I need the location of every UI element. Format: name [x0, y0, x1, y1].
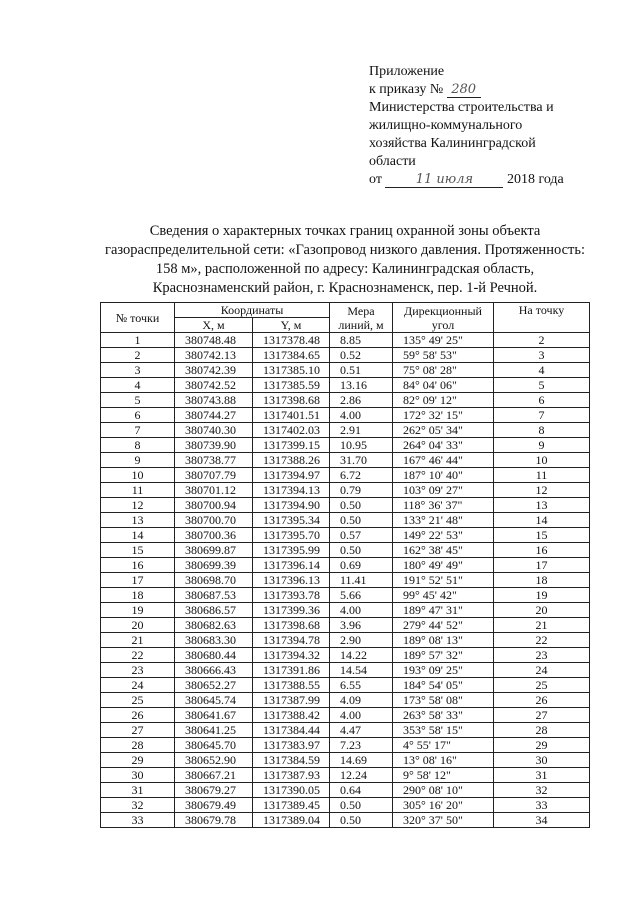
- measure-cell: 14.54: [330, 663, 393, 678]
- to-point-cell: 23: [494, 648, 590, 663]
- table-row: [101, 663, 590, 678]
- x-cell: 380742.39: [175, 363, 253, 378]
- table-row: [101, 528, 590, 543]
- measure-cell: 2.86: [330, 393, 393, 408]
- point-cell: 32: [101, 798, 175, 813]
- y-cell: 1317398.68: [253, 393, 330, 408]
- direction-cell: 103° 09' 27": [393, 483, 494, 498]
- header-direction: [393, 303, 494, 333]
- measure-cell: 4.00: [330, 603, 393, 618]
- point-cell: 24: [101, 678, 175, 693]
- title-line-2: газораспределительной сети: «Газопровод низкого давления. Протяженность:: [105, 242, 585, 258]
- x-cell: 380744.27: [175, 408, 253, 423]
- measure-cell: 14.69: [330, 753, 393, 768]
- x-cell: 380698.70: [175, 573, 253, 588]
- table-row: [101, 513, 590, 528]
- table-row: [101, 753, 590, 768]
- to-point-cell: 2: [494, 333, 590, 348]
- point-cell: 28: [101, 738, 175, 753]
- table-row: [101, 603, 590, 618]
- point-cell: 29: [101, 753, 175, 768]
- y-cell: 1317384.44: [253, 723, 330, 738]
- y-cell: 1317394.13: [253, 483, 330, 498]
- to-point-cell: 22: [494, 633, 590, 648]
- x-cell: 380742.52: [175, 378, 253, 393]
- y-cell: 1317378.48: [253, 333, 330, 348]
- appendix-heading: Приложение: [369, 64, 445, 79]
- coordinates-table: [100, 302, 590, 828]
- point-cell: 4: [101, 378, 175, 393]
- measure-cell: 2.90: [330, 633, 393, 648]
- direction-cell: 149° 22' 53": [393, 528, 494, 543]
- table-row: [101, 678, 590, 693]
- point-cell: 19: [101, 603, 175, 618]
- ministry-line-2: жилищно-коммунального: [369, 118, 523, 133]
- direction-cell: 162° 38' 45": [393, 543, 494, 558]
- to-point-cell: 17: [494, 558, 590, 573]
- y-cell: 1317385.10: [253, 363, 330, 378]
- point-cell: 27: [101, 723, 175, 738]
- y-cell: 1317391.86: [253, 663, 330, 678]
- to-point-cell: 6: [494, 393, 590, 408]
- to-point-cell: 21: [494, 618, 590, 633]
- y-cell: 1317394.90: [253, 498, 330, 513]
- to-point-cell: 15: [494, 528, 590, 543]
- measure-cell: 5.66: [330, 588, 393, 603]
- point-cell: 23: [101, 663, 175, 678]
- x-cell: 380742.13: [175, 348, 253, 363]
- ministry-line-1: Министерства строительства и: [369, 100, 554, 115]
- direction-cell: 59° 58' 53": [393, 348, 494, 363]
- direction-cell: 290° 08' 10": [393, 783, 494, 798]
- table-row: [101, 483, 590, 498]
- table-row: [101, 618, 590, 633]
- y-cell: 1317384.65: [253, 348, 330, 363]
- x-cell: 380743.88: [175, 393, 253, 408]
- y-cell: 1317399.15: [253, 438, 330, 453]
- order-line: [369, 81, 609, 99]
- point-cell: 30: [101, 768, 175, 783]
- to-point-cell: 18: [494, 573, 590, 588]
- order-prefix: к приказу №: [369, 82, 444, 97]
- direction-cell: 13° 08' 16": [393, 753, 494, 768]
- measure-cell: 3.96: [330, 618, 393, 633]
- to-point-cell: 5: [494, 378, 590, 393]
- header-direction-line2: угол: [431, 317, 455, 332]
- point-cell: 31: [101, 783, 175, 798]
- direction-cell: 279° 44' 52": [393, 618, 494, 633]
- table-row: [101, 498, 590, 513]
- table-row: [101, 588, 590, 603]
- to-point-cell: 20: [494, 603, 590, 618]
- to-point-cell: 13: [494, 498, 590, 513]
- table-row: [101, 723, 590, 738]
- table-row: [101, 738, 590, 753]
- point-cell: 8: [101, 438, 175, 453]
- x-cell: 380680.44: [175, 648, 253, 663]
- table-body: [101, 333, 590, 828]
- y-cell: 1317394.32: [253, 648, 330, 663]
- x-cell: 380699.39: [175, 558, 253, 573]
- table-row: [101, 708, 590, 723]
- x-cell: 380739.90: [175, 438, 253, 453]
- x-cell: 380645.70: [175, 738, 253, 753]
- direction-cell: 193° 09' 25": [393, 663, 494, 678]
- y-cell: 1317399.36: [253, 603, 330, 618]
- direction-cell: 191° 52' 51": [393, 573, 494, 588]
- to-point-cell: 12: [494, 483, 590, 498]
- table-row: [101, 378, 590, 393]
- document-title: [80, 222, 610, 298]
- date-prefix: от: [369, 172, 382, 187]
- header-to-point: На точку: [494, 303, 590, 333]
- direction-cell: 99° 45' 42": [393, 588, 494, 603]
- appendix-block: [369, 63, 609, 189]
- point-cell: 15: [101, 543, 175, 558]
- direction-cell: 75° 08' 28": [393, 363, 494, 378]
- direction-cell: 353° 58' 15": [393, 723, 494, 738]
- measure-cell: 4.00: [330, 408, 393, 423]
- to-point-cell: 4: [494, 363, 590, 378]
- y-cell: 1317402.03: [253, 423, 330, 438]
- point-cell: 18: [101, 588, 175, 603]
- x-cell: 380738.77: [175, 453, 253, 468]
- to-point-cell: 10: [494, 453, 590, 468]
- measure-cell: 0.50: [330, 498, 393, 513]
- to-point-cell: 16: [494, 543, 590, 558]
- x-cell: 380700.36: [175, 528, 253, 543]
- header-x: X, м: [175, 318, 253, 333]
- point-cell: 1: [101, 333, 175, 348]
- measure-cell: 4.47: [330, 723, 393, 738]
- date-suffix: 2018 года: [506, 172, 564, 187]
- measure-cell: 4.00: [330, 708, 393, 723]
- point-cell: 21: [101, 633, 175, 648]
- table-header: [101, 303, 590, 333]
- measure-cell: 10.95: [330, 438, 393, 453]
- header-coordinates: Координаты: [175, 303, 330, 318]
- table-row: [101, 693, 590, 708]
- direction-cell: 133° 21' 48": [393, 513, 494, 528]
- y-cell: 1317389.45: [253, 798, 330, 813]
- to-point-cell: 19: [494, 588, 590, 603]
- header-measure-line1: Мера: [347, 303, 375, 318]
- measure-cell: 0.52: [330, 348, 393, 363]
- table-row: [101, 768, 590, 783]
- x-cell: 380700.94: [175, 498, 253, 513]
- header-measure: [330, 303, 393, 333]
- x-cell: 380683.30: [175, 633, 253, 648]
- direction-cell: 305° 16' 20": [393, 798, 494, 813]
- to-point-cell: 31: [494, 768, 590, 783]
- point-cell: 5: [101, 393, 175, 408]
- table-row: [101, 783, 590, 798]
- header-y: Y, м: [253, 318, 330, 333]
- to-point-cell: 3: [494, 348, 590, 363]
- ministry-line-3: хозяйства Калининградской: [369, 136, 536, 151]
- y-cell: 1317395.70: [253, 528, 330, 543]
- point-cell: 14: [101, 528, 175, 543]
- to-point-cell: 28: [494, 723, 590, 738]
- y-cell: 1317384.59: [253, 753, 330, 768]
- point-cell: 12: [101, 498, 175, 513]
- table-row: [101, 333, 590, 348]
- measure-cell: 0.64: [330, 783, 393, 798]
- point-cell: 3: [101, 363, 175, 378]
- y-cell: 1317396.14: [253, 558, 330, 573]
- x-cell: 380652.90: [175, 753, 253, 768]
- x-cell: 380687.53: [175, 588, 253, 603]
- direction-cell: 180° 49' 49": [393, 558, 494, 573]
- x-cell: 380740.30: [175, 423, 253, 438]
- direction-cell: 263° 58' 33": [393, 708, 494, 723]
- y-cell: 1317394.78: [253, 633, 330, 648]
- table-row: [101, 648, 590, 663]
- x-cell: 380667.21: [175, 768, 253, 783]
- to-point-cell: 7: [494, 408, 590, 423]
- table-row: [101, 813, 590, 828]
- table-row: [101, 438, 590, 453]
- x-cell: 380701.12: [175, 483, 253, 498]
- table-row: [101, 558, 590, 573]
- y-cell: 1317388.42: [253, 708, 330, 723]
- point-cell: 9: [101, 453, 175, 468]
- direction-cell: 135° 49' 25": [393, 333, 494, 348]
- measure-cell: 0.50: [330, 813, 393, 828]
- measure-cell: 12.24: [330, 768, 393, 783]
- y-cell: 1317398.68: [253, 618, 330, 633]
- to-point-cell: 29: [494, 738, 590, 753]
- table-row: [101, 543, 590, 558]
- direction-cell: 264° 04' 33": [393, 438, 494, 453]
- y-cell: 1317401.51: [253, 408, 330, 423]
- header-measure-line2: линий, м: [338, 317, 384, 332]
- to-point-cell: 11: [494, 468, 590, 483]
- point-cell: 26: [101, 708, 175, 723]
- x-cell: 380679.78: [175, 813, 253, 828]
- title-line-4: Краснознаменский район, г. Краснознаменск, пер. 1-й Речной.: [152, 280, 538, 296]
- measure-cell: 0.50: [330, 513, 393, 528]
- direction-cell: 4° 55' 17": [393, 738, 494, 753]
- table-row: [101, 363, 590, 378]
- y-cell: 1317388.55: [253, 678, 330, 693]
- point-cell: 11: [101, 483, 175, 498]
- x-cell: 380641.67: [175, 708, 253, 723]
- point-cell: 13: [101, 513, 175, 528]
- measure-cell: 31.70: [330, 453, 393, 468]
- direction-cell: 173° 58' 08": [393, 693, 494, 708]
- direction-cell: 9° 58' 12": [393, 768, 494, 783]
- measure-cell: 14.22: [330, 648, 393, 663]
- direction-cell: 320° 37' 50": [393, 813, 494, 828]
- direction-cell: 187° 10' 40": [393, 468, 494, 483]
- measure-cell: 0.57: [330, 528, 393, 543]
- to-point-cell: 26: [494, 693, 590, 708]
- to-point-cell: 34: [494, 813, 590, 828]
- to-point-cell: 32: [494, 783, 590, 798]
- y-cell: 1317390.05: [253, 783, 330, 798]
- header-direction-line1: Дирекционный: [404, 303, 482, 318]
- table-row: [101, 348, 590, 363]
- to-point-cell: 30: [494, 753, 590, 768]
- measure-cell: 0.69: [330, 558, 393, 573]
- measure-cell: 8.85: [330, 333, 393, 348]
- direction-cell: 82° 09' 12": [393, 393, 494, 408]
- y-cell: 1317395.34: [253, 513, 330, 528]
- y-cell: 1317383.97: [253, 738, 330, 753]
- date-line: [369, 171, 609, 189]
- measure-cell: 0.51: [330, 363, 393, 378]
- point-cell: 16: [101, 558, 175, 573]
- x-cell: 380699.87: [175, 543, 253, 558]
- direction-cell: 184° 54' 05": [393, 678, 494, 693]
- table-row: [101, 393, 590, 408]
- y-cell: 1317387.93: [253, 768, 330, 783]
- x-cell: 380679.27: [175, 783, 253, 798]
- table-row: [101, 633, 590, 648]
- x-cell: 380707.79: [175, 468, 253, 483]
- measure-cell: 6.55: [330, 678, 393, 693]
- measure-cell: 0.79: [330, 483, 393, 498]
- table-row: [101, 468, 590, 483]
- title-line-3: 158 м», расположенной по адресу: Калининградская область,: [155, 261, 535, 277]
- point-cell: 6: [101, 408, 175, 423]
- title-line-1: Сведения о характерных точках границ охранной зоны объекта: [149, 223, 541, 239]
- measure-cell: 11.41: [330, 573, 393, 588]
- table-row: [101, 423, 590, 438]
- measure-cell: 7.23: [330, 738, 393, 753]
- measure-cell: 0.50: [330, 543, 393, 558]
- x-cell: 380679.49: [175, 798, 253, 813]
- direction-cell: 172° 32' 15": [393, 408, 494, 423]
- to-point-cell: 33: [494, 798, 590, 813]
- to-point-cell: 9: [494, 438, 590, 453]
- direction-cell: 262° 05' 34": [393, 423, 494, 438]
- table-row: [101, 573, 590, 588]
- x-cell: 380645.74: [175, 693, 253, 708]
- measure-cell: 0.50: [330, 798, 393, 813]
- direction-cell: 189° 57' 32": [393, 648, 494, 663]
- y-cell: 1317394.97: [253, 468, 330, 483]
- ministry-line-4: области: [369, 154, 416, 169]
- y-cell: 1317393.78: [253, 588, 330, 603]
- x-cell: 380652.27: [175, 678, 253, 693]
- point-cell: 25: [101, 693, 175, 708]
- direction-cell: 189° 47' 31": [393, 603, 494, 618]
- direction-cell: 167° 46' 44": [393, 453, 494, 468]
- point-cell: 33: [101, 813, 175, 828]
- x-cell: 380748.48: [175, 333, 253, 348]
- y-cell: 1317385.59: [253, 378, 330, 393]
- point-cell: 17: [101, 573, 175, 588]
- order-number: 280: [447, 83, 481, 98]
- measure-cell: 6.72: [330, 468, 393, 483]
- table-row: [101, 408, 590, 423]
- measure-cell: 2.91: [330, 423, 393, 438]
- to-point-cell: 25: [494, 678, 590, 693]
- point-cell: 22: [101, 648, 175, 663]
- measure-cell: 4.09: [330, 693, 393, 708]
- x-cell: 380666.43: [175, 663, 253, 678]
- y-cell: 1317395.99: [253, 543, 330, 558]
- to-point-cell: 24: [494, 663, 590, 678]
- direction-cell: 189° 08' 13": [393, 633, 494, 648]
- y-cell: 1317396.13: [253, 573, 330, 588]
- y-cell: 1317389.04: [253, 813, 330, 828]
- table-row: [101, 798, 590, 813]
- table-row: [101, 453, 590, 468]
- point-cell: 10: [101, 468, 175, 483]
- point-cell: 2: [101, 348, 175, 363]
- x-cell: 380682.63: [175, 618, 253, 633]
- y-cell: 1317387.99: [253, 693, 330, 708]
- direction-cell: 118° 36' 37": [393, 498, 494, 513]
- x-cell: 380686.57: [175, 603, 253, 618]
- x-cell: 380641.25: [175, 723, 253, 738]
- point-cell: 7: [101, 423, 175, 438]
- x-cell: 380700.70: [175, 513, 253, 528]
- header-point: № точки: [101, 303, 175, 333]
- measure-cell: 13.16: [330, 378, 393, 393]
- point-cell: 20: [101, 618, 175, 633]
- to-point-cell: 27: [494, 708, 590, 723]
- date-handwritten: 11 июля: [385, 173, 503, 188]
- y-cell: 1317388.26: [253, 453, 330, 468]
- direction-cell: 84° 04' 06": [393, 378, 494, 393]
- to-point-cell: 14: [494, 513, 590, 528]
- to-point-cell: 8: [494, 423, 590, 438]
